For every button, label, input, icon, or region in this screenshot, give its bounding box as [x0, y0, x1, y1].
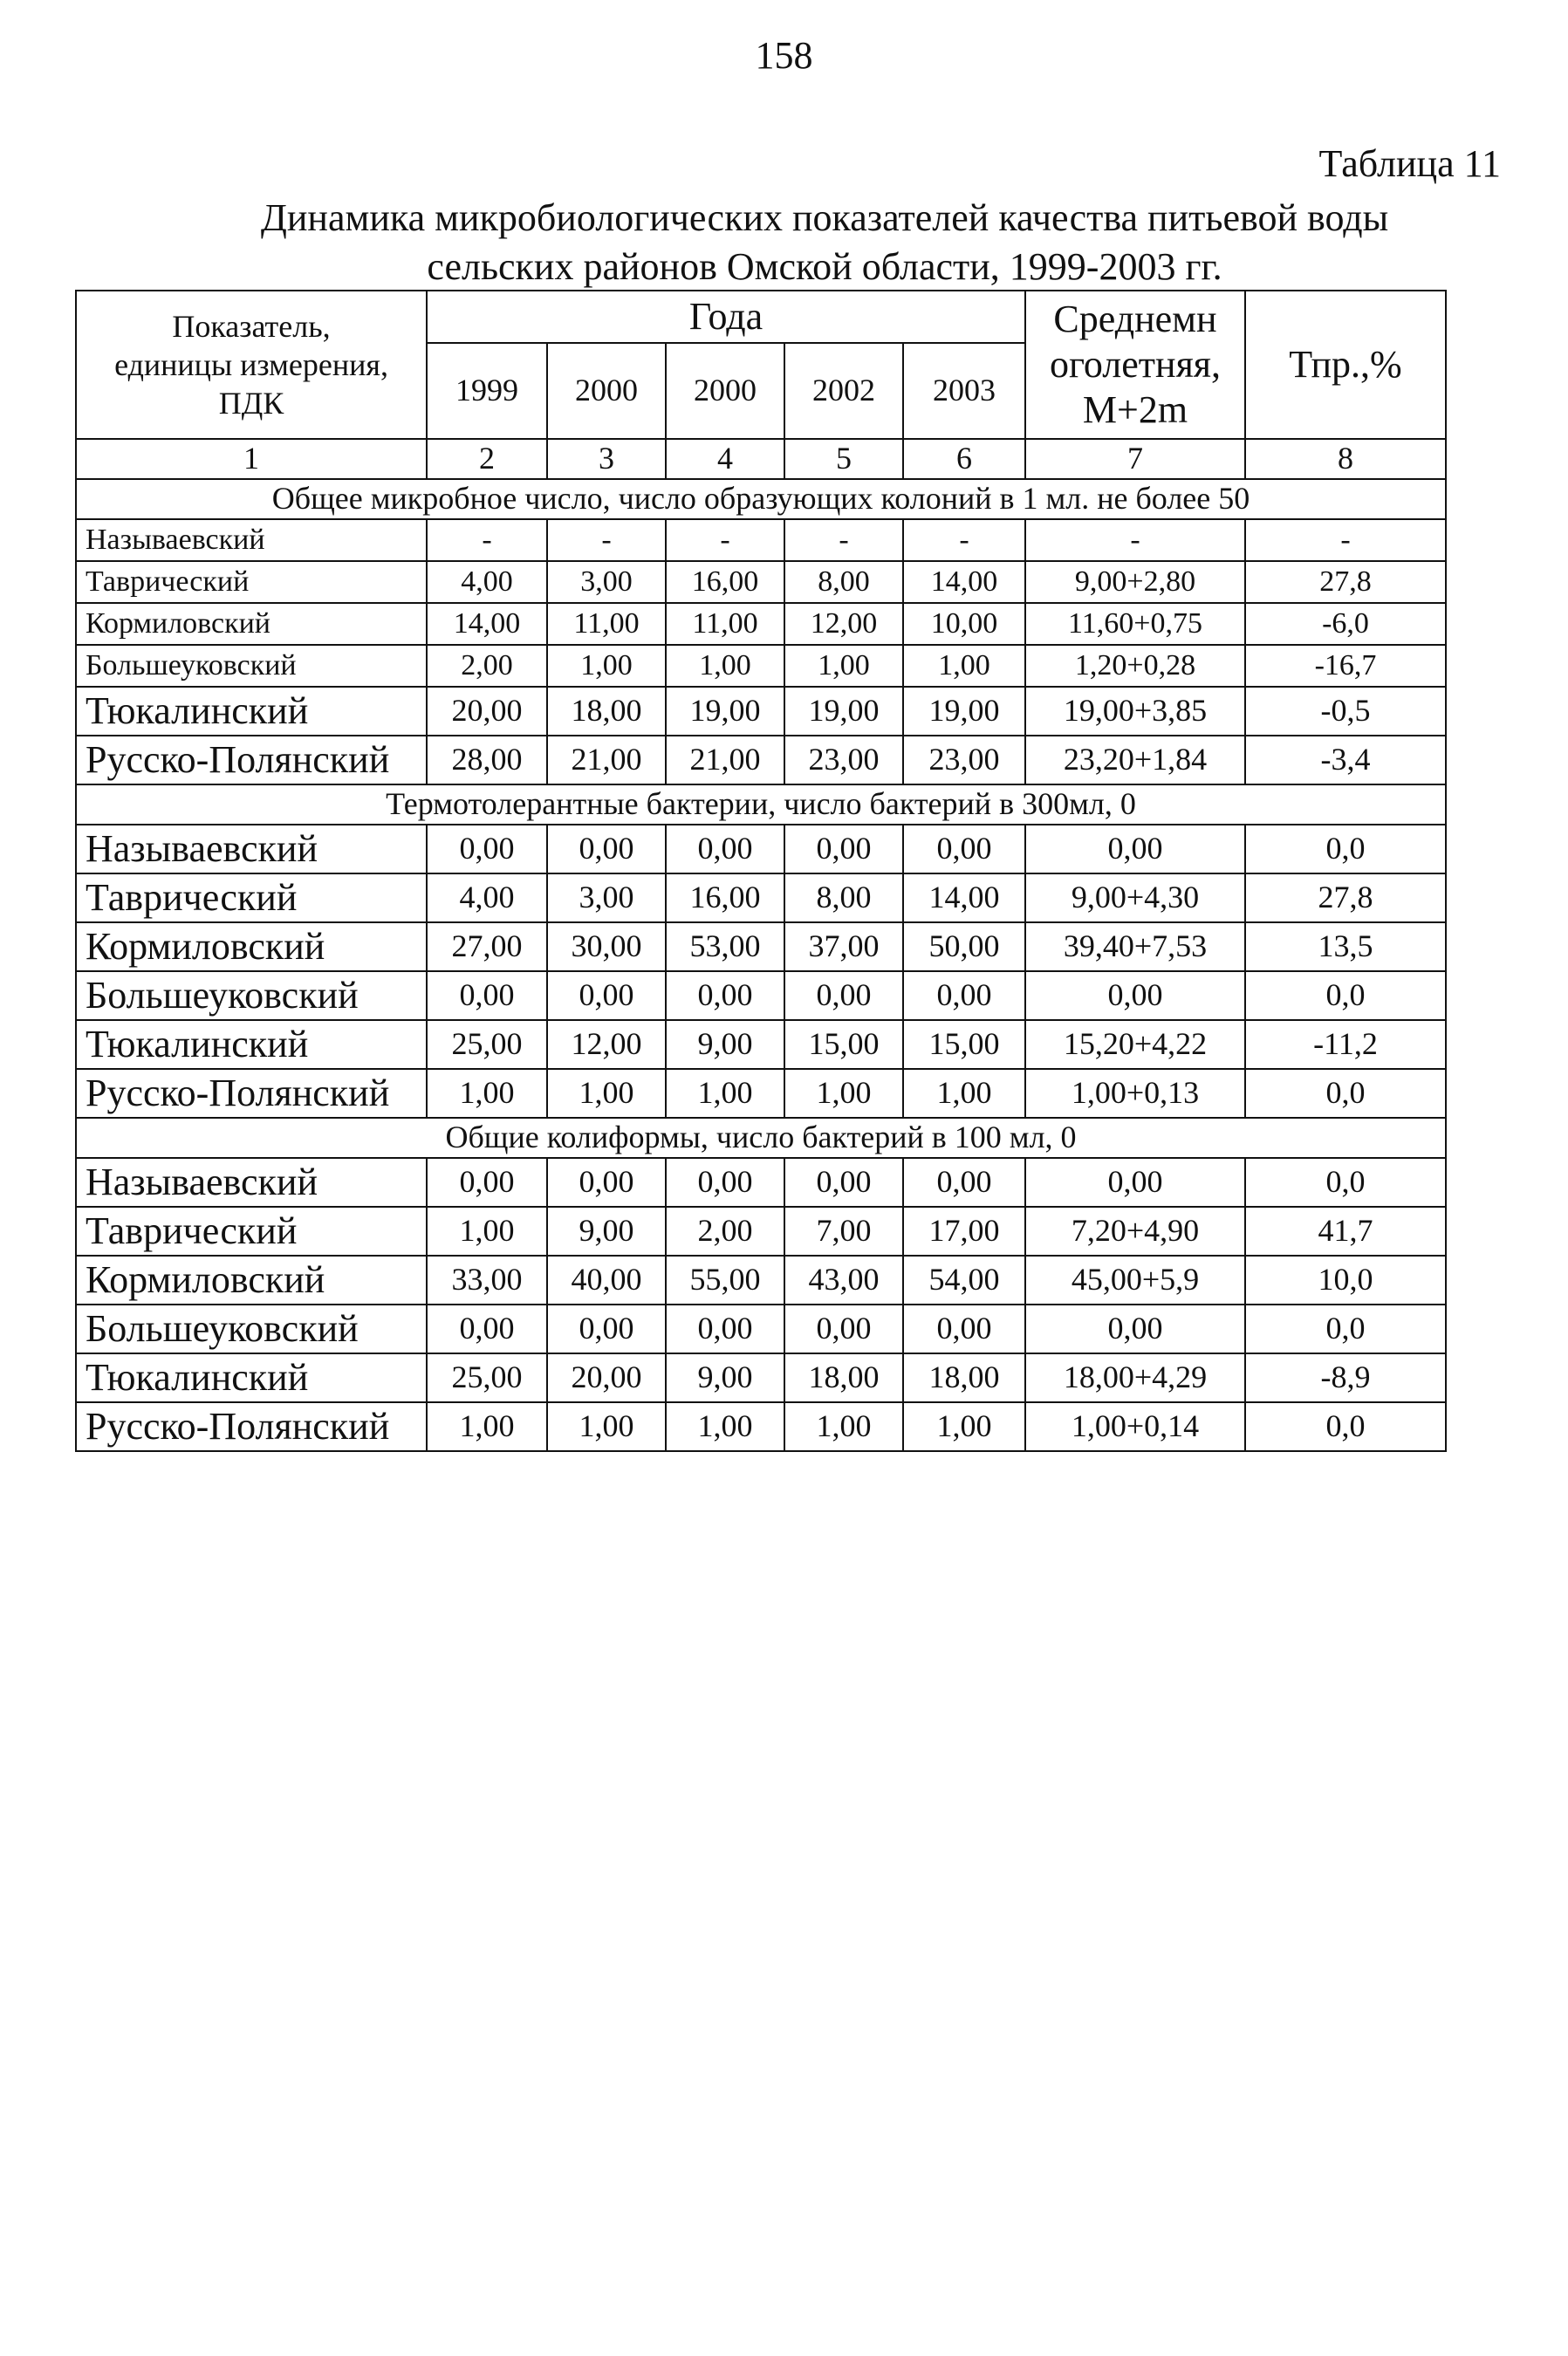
value-cell: 18,00	[784, 1353, 903, 1402]
table-row	[76, 561, 1446, 603]
district-name: Большеуковский	[76, 1305, 427, 1353]
value-cell: 7,20+4,90	[1025, 1207, 1245, 1256]
section-title: Общее микробное число, число образующих колоний в 1 мл. не более 50	[76, 479, 1446, 519]
value-cell: 4,00	[427, 561, 547, 603]
value-cell: 1,00	[666, 1069, 784, 1118]
value-cell: 1,00	[903, 1069, 1025, 1118]
table-row	[76, 1402, 1446, 1451]
value-cell: 19,00	[784, 687, 903, 736]
value-cell: 14,00	[427, 603, 547, 645]
value-cell: 23,00	[903, 736, 1025, 784]
value-cell: -3,4	[1245, 736, 1446, 784]
value-cell: 17,00	[903, 1207, 1025, 1256]
value-cell: 37,00	[784, 922, 903, 971]
value-cell: 0,00	[666, 825, 784, 873]
value-cell: 0,00	[903, 825, 1025, 873]
column-number: 3	[547, 439, 666, 479]
data-table	[75, 290, 1447, 1452]
value-cell: 0,00	[903, 971, 1025, 1020]
header-mean: Среднемн оголетняя, М+2m	[1025, 291, 1245, 439]
column-numbers-row	[76, 439, 1446, 479]
value-cell: 45,00+5,9	[1025, 1256, 1245, 1305]
district-name: Таврический	[76, 1207, 427, 1256]
value-cell: 0,00	[666, 1305, 784, 1353]
value-cell: 0,0	[1245, 1069, 1446, 1118]
value-cell: 18,00+4,29	[1025, 1353, 1245, 1402]
district-name: Тюкалинский	[76, 1353, 427, 1402]
value-cell: 1,00	[666, 1402, 784, 1451]
value-cell: 1,00	[547, 1402, 666, 1451]
value-cell: 9,00	[666, 1020, 784, 1069]
column-number: 8	[1245, 439, 1446, 479]
table-row	[76, 1020, 1446, 1069]
table-row	[76, 1353, 1446, 1402]
value-cell: 0,00	[784, 1305, 903, 1353]
value-cell: 0,00	[427, 1158, 547, 1207]
district-name: Таврический	[76, 873, 427, 922]
value-cell: 11,60+0,75	[1025, 603, 1245, 645]
value-cell: 0,00	[784, 825, 903, 873]
value-cell: 43,00	[784, 1256, 903, 1305]
value-cell: 14,00	[903, 561, 1025, 603]
value-cell: 15,00	[784, 1020, 903, 1069]
value-cell: -0,5	[1245, 687, 1446, 736]
table-row	[76, 971, 1446, 1020]
value-cell: 9,00+2,80	[1025, 561, 1245, 603]
value-cell: 23,20+1,84	[1025, 736, 1245, 784]
table-title	[96, 194, 1553, 291]
header-indicator: Показатель, единицы измерения, ПДК	[76, 291, 427, 439]
value-cell: -	[666, 519, 784, 561]
value-cell: -	[1025, 519, 1245, 561]
value-cell: 0,00	[1025, 971, 1245, 1020]
value-cell: -	[903, 519, 1025, 561]
value-cell: 0,00	[547, 1305, 666, 1353]
value-cell: 3,00	[547, 873, 666, 922]
value-cell: 30,00	[547, 922, 666, 971]
value-cell: 0,0	[1245, 825, 1446, 873]
value-cell: 3,00	[547, 561, 666, 603]
value-cell: 16,00	[666, 561, 784, 603]
value-cell: 25,00	[427, 1353, 547, 1402]
table-row	[76, 1305, 1446, 1353]
value-cell: 1,00	[903, 1402, 1025, 1451]
column-number: 5	[784, 439, 903, 479]
value-cell: 20,00	[547, 1353, 666, 1402]
section-title: Общие колиформы, число бактерий в 100 мл, 0	[76, 1118, 1446, 1158]
value-cell: 39,40+7,53	[1025, 922, 1245, 971]
table-row	[76, 873, 1446, 922]
value-cell: -	[547, 519, 666, 561]
value-cell: 4,00	[427, 873, 547, 922]
value-cell: 19,00	[666, 687, 784, 736]
value-cell: -8,9	[1245, 1353, 1446, 1402]
value-cell: 9,00	[547, 1207, 666, 1256]
value-cell: 0,00	[666, 971, 784, 1020]
district-name: Таврический	[76, 561, 427, 603]
page-number: 158	[755, 34, 813, 77]
value-cell: 1,00	[903, 645, 1025, 687]
value-cell: 0,00	[903, 1305, 1025, 1353]
section-title-row	[76, 784, 1446, 825]
value-cell: 7,00	[784, 1207, 903, 1256]
table-row	[76, 519, 1446, 561]
value-cell: 10,00	[903, 603, 1025, 645]
value-cell: 19,00	[903, 687, 1025, 736]
column-number: 6	[903, 439, 1025, 479]
value-cell: 0,0	[1245, 971, 1446, 1020]
header-years-group: Года	[427, 291, 1025, 343]
value-cell: 1,00	[666, 645, 784, 687]
value-cell: 1,00	[427, 1207, 547, 1256]
value-cell: 33,00	[427, 1256, 547, 1305]
table-row	[76, 1069, 1446, 1118]
value-cell: 15,00	[903, 1020, 1025, 1069]
header-year: 2000	[666, 343, 784, 439]
value-cell: 2,00	[666, 1207, 784, 1256]
value-cell: 12,00	[784, 603, 903, 645]
table-row	[76, 825, 1446, 873]
value-cell: 15,20+4,22	[1025, 1020, 1245, 1069]
district-name: Русско-Полянский	[76, 736, 427, 784]
value-cell: 0,00	[427, 971, 547, 1020]
value-cell: 21,00	[547, 736, 666, 784]
value-cell: 0,00	[784, 971, 903, 1020]
value-cell: 0,00	[1025, 825, 1245, 873]
value-cell: 21,00	[666, 736, 784, 784]
value-cell: 27,00	[427, 922, 547, 971]
table-label: Таблица 11	[1318, 142, 1501, 185]
value-cell: 11,00	[547, 603, 666, 645]
header-year: 2003	[903, 343, 1025, 439]
district-name: Кормиловский	[76, 603, 427, 645]
value-cell: 1,00	[784, 1069, 903, 1118]
value-cell: 8,00	[784, 873, 903, 922]
value-cell: 2,00	[427, 645, 547, 687]
table-row	[76, 645, 1446, 687]
title-line-2: сельских районов Омской области, 1999-2003 гг.	[427, 245, 1222, 288]
value-cell: 0,00	[547, 1158, 666, 1207]
district-name: Называевский	[76, 825, 427, 873]
district-name: Русско-Полянский	[76, 1402, 427, 1451]
table-row	[76, 603, 1446, 645]
value-cell: 27,8	[1245, 873, 1446, 922]
value-cell: -	[1245, 519, 1446, 561]
value-cell: 9,00+4,30	[1025, 873, 1245, 922]
header-trend: Тпр.,%	[1245, 291, 1446, 439]
value-cell: 13,5	[1245, 922, 1446, 971]
value-cell: -11,2	[1245, 1020, 1446, 1069]
value-cell: 0,00	[547, 971, 666, 1020]
table-row	[76, 922, 1446, 971]
district-name: Называевский	[76, 1158, 427, 1207]
value-cell: 50,00	[903, 922, 1025, 971]
value-cell: 40,00	[547, 1256, 666, 1305]
value-cell: 0,00	[547, 825, 666, 873]
section-title: Термотолерантные бактерии, число бактерий в 300мл, 0	[76, 784, 1446, 825]
value-cell: 41,7	[1245, 1207, 1446, 1256]
value-cell: -16,7	[1245, 645, 1446, 687]
table-row	[76, 736, 1446, 784]
value-cell: 0,00	[784, 1158, 903, 1207]
value-cell: -	[427, 519, 547, 561]
value-cell: 0,00	[427, 825, 547, 873]
value-cell: 0,00	[903, 1158, 1025, 1207]
value-cell: 1,00	[547, 645, 666, 687]
district-name: Большеуковский	[76, 971, 427, 1020]
district-name: Большеуковский	[76, 645, 427, 687]
value-cell: 20,00	[427, 687, 547, 736]
value-cell: 55,00	[666, 1256, 784, 1305]
value-cell: 10,0	[1245, 1256, 1446, 1305]
header-year: 2002	[784, 343, 903, 439]
header-year: 2000	[547, 343, 666, 439]
value-cell: 1,00	[547, 1069, 666, 1118]
value-cell: 19,00+3,85	[1025, 687, 1245, 736]
value-cell: 0,0	[1245, 1305, 1446, 1353]
value-cell: 12,00	[547, 1020, 666, 1069]
district-name: Тюкалинский	[76, 1020, 427, 1069]
column-number: 2	[427, 439, 547, 479]
column-number: 7	[1025, 439, 1245, 479]
value-cell: 1,00	[784, 1402, 903, 1451]
section-title-row	[76, 479, 1446, 519]
value-cell: 0,0	[1245, 1402, 1446, 1451]
value-cell: 23,00	[784, 736, 903, 784]
value-cell: 0,00	[427, 1305, 547, 1353]
value-cell: 54,00	[903, 1256, 1025, 1305]
value-cell: 8,00	[784, 561, 903, 603]
district-name: Тюкалинский	[76, 687, 427, 736]
value-cell: 9,00	[666, 1353, 784, 1402]
value-cell: 25,00	[427, 1020, 547, 1069]
table-row	[76, 687, 1446, 736]
value-cell: 0,0	[1245, 1158, 1446, 1207]
value-cell: 1,00	[427, 1402, 547, 1451]
value-cell: -	[784, 519, 903, 561]
column-number: 1	[76, 439, 427, 479]
value-cell: 1,00+0,14	[1025, 1402, 1245, 1451]
value-cell: 1,00+0,13	[1025, 1069, 1245, 1118]
table-row	[76, 1207, 1446, 1256]
value-cell: 53,00	[666, 922, 784, 971]
section-title-row	[76, 1118, 1446, 1158]
table-row	[76, 1256, 1446, 1305]
value-cell: 1,20+0,28	[1025, 645, 1245, 687]
value-cell: -6,0	[1245, 603, 1446, 645]
header-year: 1999	[427, 343, 547, 439]
value-cell: 1,00	[784, 645, 903, 687]
district-name: Кормиловский	[76, 1256, 427, 1305]
value-cell: 18,00	[903, 1353, 1025, 1402]
district-name: Называевский	[76, 519, 427, 561]
value-cell: 27,8	[1245, 561, 1446, 603]
value-cell: 18,00	[547, 687, 666, 736]
value-cell: 11,00	[666, 603, 784, 645]
value-cell: 14,00	[903, 873, 1025, 922]
value-cell: 0,00	[1025, 1305, 1245, 1353]
value-cell: 16,00	[666, 873, 784, 922]
value-cell: 0,00	[1025, 1158, 1245, 1207]
column-number: 4	[666, 439, 784, 479]
district-name: Кормиловский	[76, 922, 427, 971]
value-cell: 28,00	[427, 736, 547, 784]
title-line-1: Динамика микробиологических показателей качества питьевой воды	[260, 196, 1389, 239]
value-cell: 1,00	[427, 1069, 547, 1118]
table-row	[76, 1158, 1446, 1207]
value-cell: 0,00	[666, 1158, 784, 1207]
district-name: Русско-Полянский	[76, 1069, 427, 1118]
